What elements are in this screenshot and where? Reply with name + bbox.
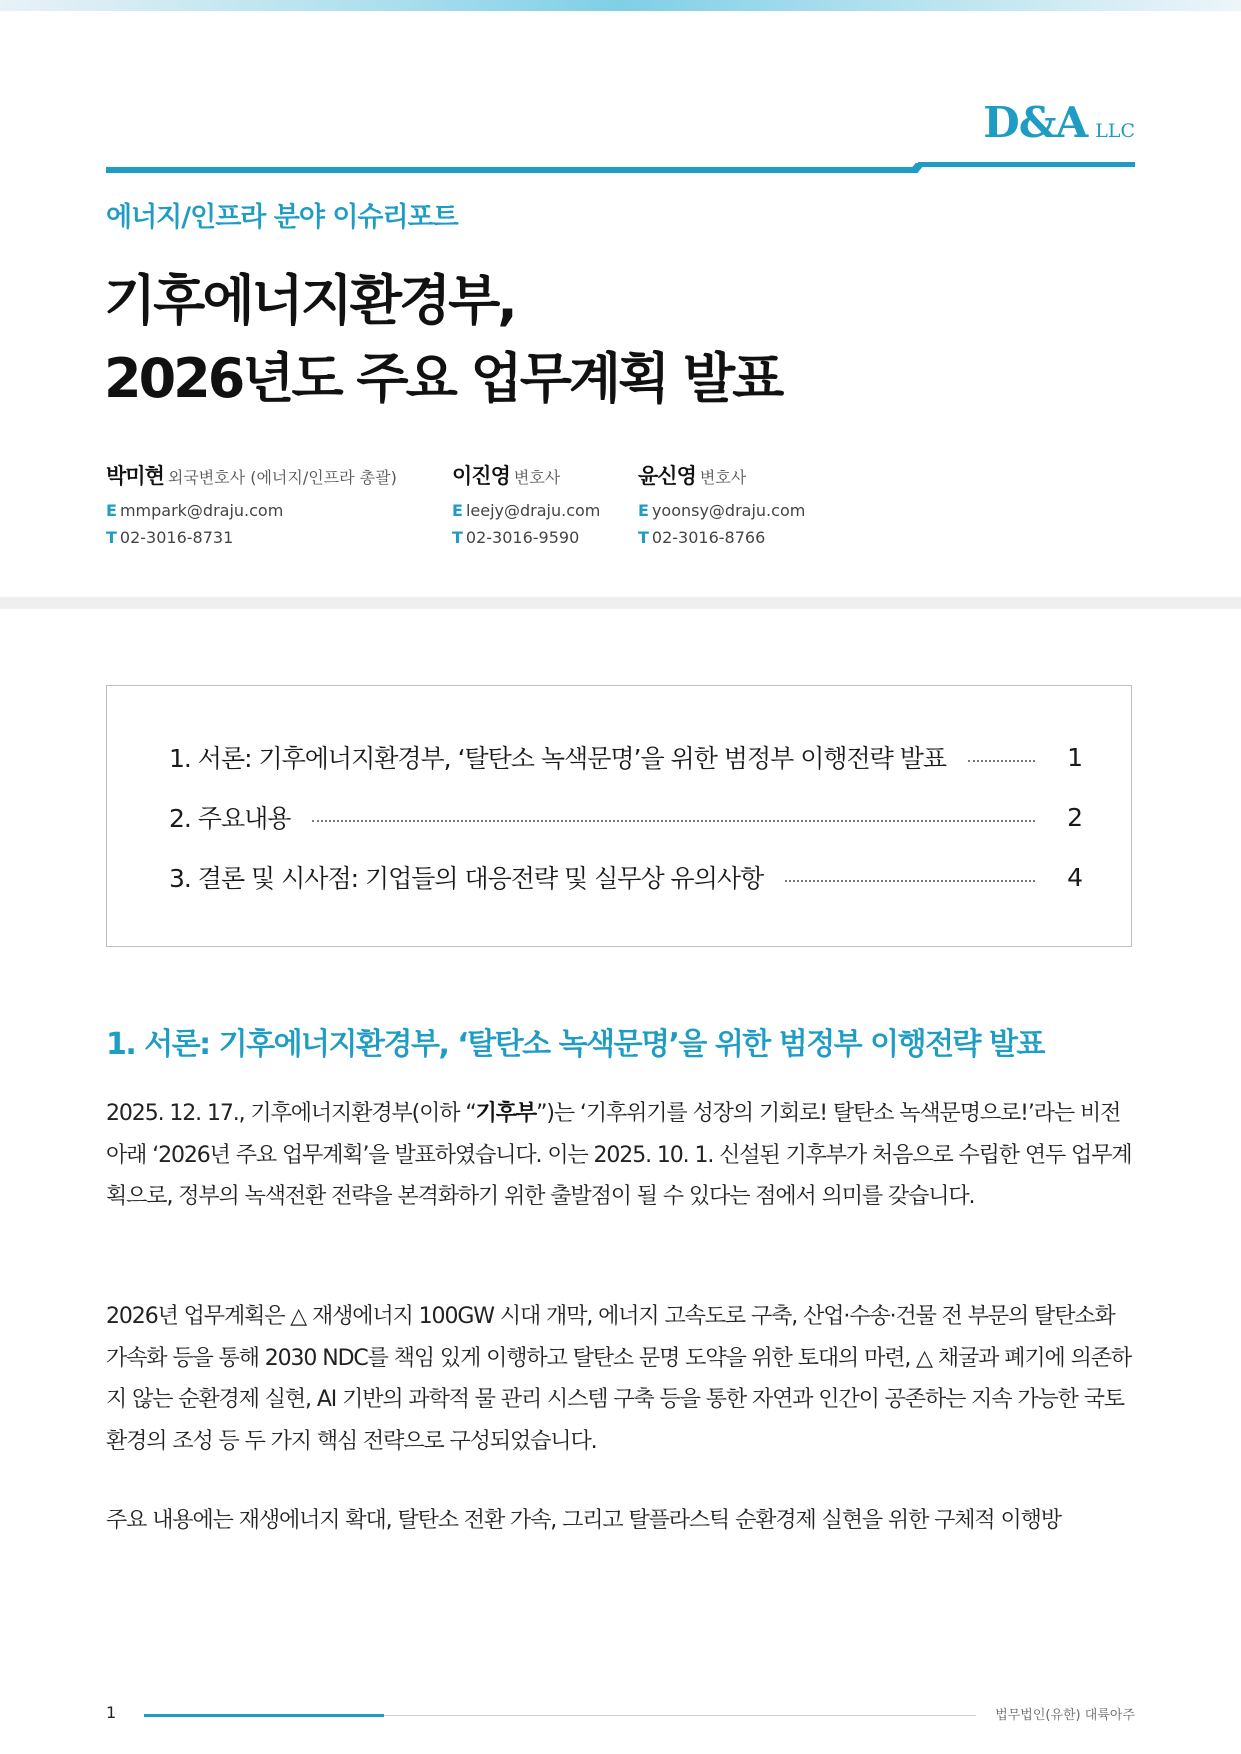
top-gradient-strip [0, 0, 1241, 11]
toc-item[interactable] [169, 797, 1083, 837]
section-heading: 1. 서론: 기후에너지환경부, ‘탈탄소 녹색문명’을 위한 범정부 이행전략 발표 [106, 1027, 1044, 1062]
paragraph-text: 2025. 12. 17., 기후에너지환경부(이하 “ [106, 1101, 476, 1126]
paragraph-text: ”)는 ‘기후위기를 성장의 기회로! 탈탄소 녹색문명으로!’라는 비전 아래 ‘2026년 주요 업무계획’을 발표하였습니다. 이는 2025. 10. 1. 신설된 기후부가 처음으로 수립한 연두 업무계획으로, 정부의 녹색전환 전략을 본격화하기 위한 출발점이 될 수 있다는 점에서 의미를 갖습니다. [106, 1101, 1132, 1209]
author-card [452, 463, 600, 551]
section-divider-band [0, 597, 1241, 609]
author-role: 변호사 [699, 468, 747, 487]
toc-leader-dots [785, 880, 1035, 882]
toc-item-label: 3. 결론 및 시사점: 기업들의 대응전략 및 실무상 유의사항 [169, 864, 764, 893]
author-role: 변호사 [513, 468, 561, 487]
defined-term: 기후부 [475, 1101, 537, 1126]
title-line-2: 2026년도 주요 업무계획 발표 [104, 347, 782, 410]
toc-item[interactable] [169, 857, 1083, 897]
author-name: 박미현 [106, 464, 164, 488]
logo-suffix: LLC [1095, 120, 1135, 142]
toc-item[interactable] [169, 737, 1083, 777]
logo-brand: D&A [983, 98, 1088, 147]
author-phone: 02-3016-9590 [465, 528, 580, 547]
author-name: 윤신영 [638, 464, 696, 488]
toc-item-page: 4 [1067, 862, 1083, 892]
author-email[interactable]: yoonsy@draju.com [651, 501, 806, 520]
phone-label: T [638, 528, 649, 547]
page-number: 1 [106, 1703, 117, 1722]
header-rule [106, 167, 918, 173]
email-label: E [638, 501, 649, 520]
report-category: 에너지/인프라 분야 이슈리포트 [106, 202, 458, 233]
author-card [638, 463, 805, 551]
author-name: 이진영 [452, 464, 510, 488]
toc-item-page: 1 [1067, 742, 1083, 772]
body-paragraph: 2026년 업무계획은 △ 재생에너지 100GW 시대 개막, 에너지 고속도로 구축, 산업·수송·건물 전 부문의 탈탄소화 가속화 등을 통해 2030 NDC를 책임 있게 이행하고 탈탄소 문명 도약을 위한 토대의 마련, △ 채굴과 폐기에 의존하지 않는 순환경제 실현, AI 기반의 과학적 물 관리 시스템 구축 등을 통한 자연과 인간이 공존하는 지속 가능한 국토 환경의 조성 등 두 가지 핵심 전략으로 구성되었습니다. [106, 1304, 1132, 1454]
title-line-1: 기후에너지환경부, [104, 269, 515, 332]
footer-rule-accent [144, 1714, 384, 1717]
author-phone: 02-3016-8731 [119, 528, 234, 547]
author-phone: 02-3016-8766 [651, 528, 766, 547]
toc-item-label: 2. 주요내용 [169, 804, 291, 833]
author-email[interactable]: leejy@draju.com [465, 501, 601, 520]
body-paragraph [106, 1093, 1136, 1218]
email-label: E [452, 501, 463, 520]
author-role: 외국변호사 (에너지/인프라 총괄) [167, 468, 397, 487]
toc-leader-dots [312, 820, 1035, 822]
toc-item-page: 2 [1067, 802, 1083, 832]
header-rule-right [918, 162, 1135, 167]
author-email[interactable]: mmpark@draju.com [119, 501, 284, 520]
firm-logo [983, 98, 1135, 150]
page-title [104, 262, 781, 418]
email-label: E [106, 501, 117, 520]
phone-label: T [106, 528, 117, 547]
toc-leader-dots [968, 760, 1035, 762]
body-paragraph: 주요 내용에는 재생에너지 확대, 탈탄소 전환 가속, 그리고 탈플라스틱 순환경제 실현을 위한 구체적 이행방 [106, 1508, 1061, 1533]
author-card [106, 463, 397, 551]
footer-firm-name: 법무법인(유한) 대륙아주 [995, 1708, 1135, 1723]
table-of-contents [106, 685, 1132, 947]
toc-item-label: 1. 서론: 기후에너지환경부, ‘탈탄소 녹색문명’을 위한 범정부 이행전략 발표 [169, 744, 947, 773]
phone-label: T [452, 528, 463, 547]
